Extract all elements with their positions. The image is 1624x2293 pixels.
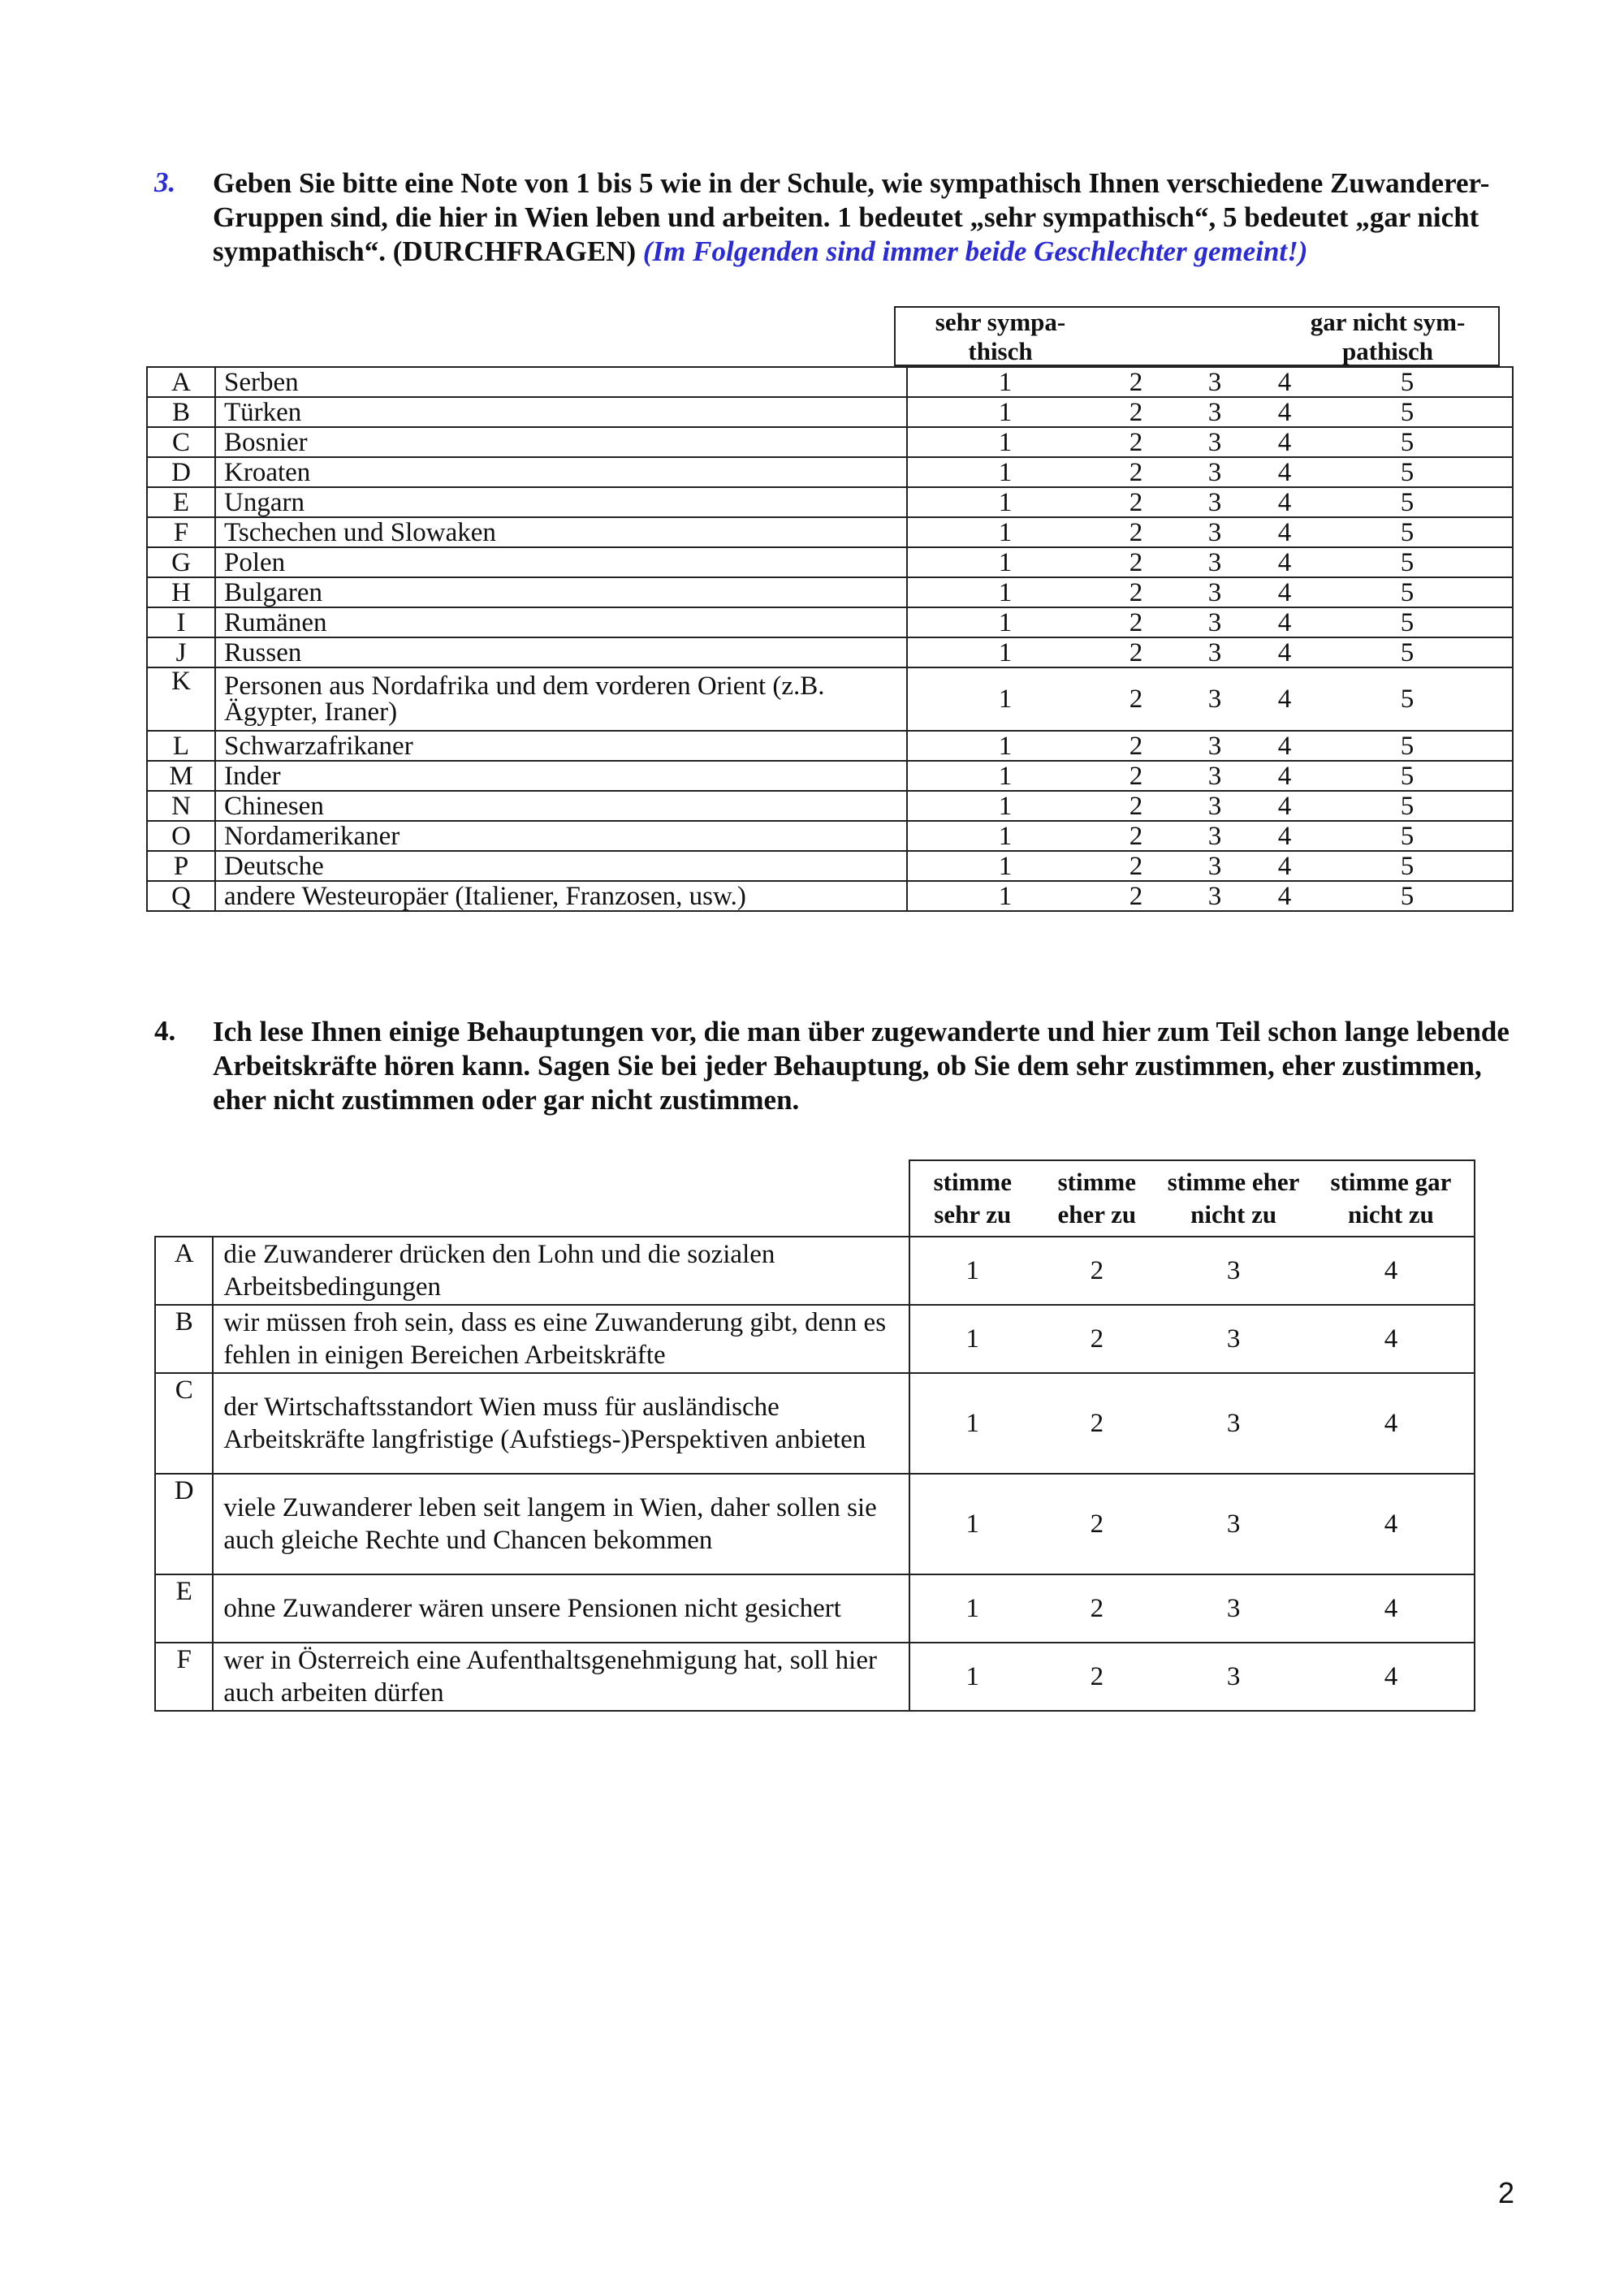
rating-option[interactable]: 2 xyxy=(1129,684,1143,714)
rating-options xyxy=(907,731,1513,761)
rating-option[interactable]: 1 xyxy=(998,761,1013,791)
rating-option[interactable]: 5 xyxy=(1400,761,1415,791)
row-label: Inder xyxy=(215,761,907,791)
rating-option[interactable]: 1 xyxy=(998,731,1013,761)
table-row xyxy=(155,1643,1475,1711)
rating-option[interactable]: 2 xyxy=(1129,517,1143,547)
rating-option[interactable]: 1 xyxy=(998,851,1013,881)
table-row xyxy=(147,607,1513,637)
rating-option[interactable]: 3 xyxy=(1207,821,1222,851)
blank-cell xyxy=(213,1160,909,1237)
row-letter: P xyxy=(147,851,215,881)
rating-option[interactable]: 2 xyxy=(1129,637,1143,667)
rating-option[interactable]: 2 xyxy=(1034,1305,1159,1373)
rating-option[interactable]: 3 xyxy=(1207,457,1222,487)
row-label: viele Zuwanderer leben seit langem in Wien, daher sollen sie auch gleiche Rechte und Chancen bekommen xyxy=(213,1474,909,1574)
rating-option[interactable]: 2 xyxy=(1034,1237,1159,1305)
row-letter: C xyxy=(147,427,215,457)
row-label: wir müssen froh sein, dass es eine Zuwanderung gibt, denn es fehlen in einigen Bereichen Arbeitskräfte xyxy=(213,1305,909,1373)
rating-option[interactable]: 2 xyxy=(1129,577,1143,607)
rating-option[interactable]: 5 xyxy=(1400,367,1415,397)
rating-option[interactable]: 4 xyxy=(1277,547,1292,577)
rating-options xyxy=(907,667,1513,731)
row-label: Personen aus Nordafrika und dem vorderen Orient (z.B. Ägypter, Iraner) xyxy=(215,667,907,731)
rating-option[interactable]: 3 xyxy=(1159,1643,1308,1711)
row-letter: L xyxy=(147,731,215,761)
header-not-sympathetic: gar nicht sym- pathisch xyxy=(1310,308,1466,365)
rating-option[interactable]: 1 xyxy=(998,607,1013,637)
table-row xyxy=(155,1237,1475,1305)
row-letter: I xyxy=(147,607,215,637)
header-very-sympathetic: sehr sympa- thisch xyxy=(935,308,1066,365)
rating-option[interactable]: 3 xyxy=(1207,397,1222,427)
table-row xyxy=(147,667,1513,731)
rating-option[interactable]: 5 xyxy=(1400,607,1415,637)
row-label: Bulgaren xyxy=(215,577,907,607)
rating-option[interactable]: 4 xyxy=(1277,427,1292,457)
row-label: der Wirtschaftsstandort Wien muss für ausländische Arbeitskräfte langfristige (Aufstiegs-)Perspektiven anbieten xyxy=(213,1373,909,1474)
row-label: Türken xyxy=(215,397,907,427)
rating-option[interactable]: 4 xyxy=(1277,791,1292,821)
row-label: die Zuwanderer drücken den Lohn und die sozialen Arbeitsbedingungen xyxy=(213,1237,909,1305)
rating-option[interactable]: 4 xyxy=(1277,577,1292,607)
rating-option[interactable]: 5 xyxy=(1400,731,1415,761)
rating-option[interactable]: 1 xyxy=(998,791,1013,821)
table-row xyxy=(155,1574,1475,1643)
table-row xyxy=(147,791,1513,821)
rating-option[interactable]: 2 xyxy=(1129,427,1143,457)
rating-options xyxy=(907,791,1513,821)
rating-option[interactable]: 4 xyxy=(1277,517,1292,547)
row-letter: B xyxy=(147,397,215,427)
row-label: ohne Zuwanderer wären unsere Pensionen nicht gesichert xyxy=(213,1574,909,1643)
row-letter: G xyxy=(147,547,215,577)
rating-option[interactable]: 4 xyxy=(1308,1643,1475,1711)
question-4-text: Ich lese Ihnen einige Behauptungen vor, die man über zugewanderte und hier zum Teil schon lange lebende Arbeitskräfte hören kann. Sagen Sie bei jeder Behauptung, ob Sie dem sehr zustimmen, eher zustimmen, eher nicht zustimmen oder gar nicht zustimmen. xyxy=(213,1016,1510,1116)
rating-option[interactable]: 4 xyxy=(1277,487,1292,517)
rating-option[interactable]: 4 xyxy=(1308,1373,1475,1474)
question-4 xyxy=(154,1015,1527,1121)
rating-option[interactable]: 2 xyxy=(1034,1373,1159,1474)
row-letter: B xyxy=(155,1305,213,1373)
row-label: andere Westeuropäer (Italiener, Franzosen, usw.) xyxy=(215,881,907,911)
rating-option[interactable]: 5 xyxy=(1400,577,1415,607)
rating-option[interactable]: 5 xyxy=(1400,487,1415,517)
row-letter: O xyxy=(147,821,215,851)
rating-option[interactable]: 1 xyxy=(998,367,1013,397)
rating-option[interactable]: 2 xyxy=(1129,761,1143,791)
row-letter: D xyxy=(155,1474,213,1574)
rating-option[interactable]: 4 xyxy=(1277,457,1292,487)
rating-option[interactable]: 5 xyxy=(1400,547,1415,577)
row-label: Rumänen xyxy=(215,607,907,637)
rating-option[interactable]: 3 xyxy=(1207,547,1222,577)
sympathy-scale-header xyxy=(894,306,1500,366)
rating-option[interactable]: 1 xyxy=(998,821,1013,851)
rating-option[interactable]: 4 xyxy=(1308,1574,1475,1643)
row-letter: K xyxy=(147,667,215,731)
rating-option[interactable]: 1 xyxy=(998,881,1013,911)
table-row xyxy=(147,637,1513,667)
rating-option[interactable]: 1 xyxy=(909,1373,1034,1474)
table-row xyxy=(147,881,1513,911)
rating-option[interactable]: 3 xyxy=(1207,607,1222,637)
row-letter: H xyxy=(147,577,215,607)
rating-option[interactable]: 1 xyxy=(998,637,1013,667)
column-header: stimme sehr zu xyxy=(909,1160,1034,1237)
row-letter: J xyxy=(147,637,215,667)
rating-options xyxy=(907,367,1513,397)
rating-option[interactable]: 4 xyxy=(1277,637,1292,667)
rating-option[interactable]: 2 xyxy=(1034,1643,1159,1711)
table-row xyxy=(155,1373,1475,1474)
rating-option[interactable]: 2 xyxy=(1129,547,1143,577)
sympathy-table xyxy=(146,366,1514,912)
row-label: Nordamerikaner xyxy=(215,821,907,851)
rating-option[interactable]: 1 xyxy=(909,1474,1034,1574)
rating-option[interactable]: 4 xyxy=(1308,1237,1475,1305)
table-row xyxy=(147,821,1513,851)
row-letter: C xyxy=(155,1373,213,1474)
row-label: wer in Österreich eine Aufenthaltsgenehmigung hat, soll hier auch arbeiten dürfen xyxy=(213,1643,909,1711)
row-letter: A xyxy=(155,1237,213,1305)
rating-option[interactable]: 1 xyxy=(998,487,1013,517)
rating-option[interactable]: 5 xyxy=(1400,881,1415,911)
rating-option[interactable]: 1 xyxy=(909,1643,1034,1711)
row-letter: D xyxy=(147,457,215,487)
rating-option[interactable]: 2 xyxy=(1129,457,1143,487)
rating-option[interactable]: 1 xyxy=(998,684,1013,714)
rating-option[interactable]: 3 xyxy=(1207,851,1222,881)
table-row xyxy=(147,457,1513,487)
rating-options xyxy=(907,517,1513,547)
rating-option[interactable]: 2 xyxy=(1129,607,1143,637)
rating-option[interactable]: 3 xyxy=(1207,791,1222,821)
rating-option[interactable]: 4 xyxy=(1277,684,1292,714)
question-3-number: 3. xyxy=(154,166,176,198)
column-header: stimme gar nicht zu xyxy=(1308,1160,1475,1237)
rating-options xyxy=(907,821,1513,851)
rating-option[interactable]: 3 xyxy=(1159,1305,1308,1373)
rating-option[interactable]: 5 xyxy=(1400,684,1415,714)
rating-options xyxy=(907,851,1513,881)
rating-option[interactable]: 5 xyxy=(1400,397,1415,427)
rating-option[interactable]: 4 xyxy=(1308,1305,1475,1373)
rating-option[interactable]: 2 xyxy=(1129,821,1143,851)
row-label: Chinesen xyxy=(215,791,907,821)
table-row xyxy=(147,547,1513,577)
table-row xyxy=(147,397,1513,427)
rating-option[interactable]: 3 xyxy=(1159,1474,1308,1574)
rating-option[interactable]: 3 xyxy=(1207,761,1222,791)
table-row xyxy=(155,1474,1475,1574)
table-row xyxy=(147,731,1513,761)
column-header: stimme eher nicht zu xyxy=(1159,1160,1308,1237)
table-row xyxy=(155,1305,1475,1373)
rating-option[interactable]: 3 xyxy=(1207,731,1222,761)
column-header: stimme eher zu xyxy=(1034,1160,1159,1237)
question-4-number: 4. xyxy=(154,1015,176,1047)
row-letter: E xyxy=(147,487,215,517)
rating-option[interactable]: 1 xyxy=(998,397,1013,427)
row-label: Serben xyxy=(215,367,907,397)
rating-option[interactable]: 1 xyxy=(998,457,1013,487)
rating-option[interactable]: 2 xyxy=(1129,367,1143,397)
rating-option[interactable]: 2 xyxy=(1129,881,1143,911)
rating-options xyxy=(907,427,1513,457)
row-label: Russen xyxy=(215,637,907,667)
rating-option[interactable]: 4 xyxy=(1308,1474,1475,1574)
rating-option[interactable]: 3 xyxy=(1207,577,1222,607)
row-label: Deutsche xyxy=(215,851,907,881)
rating-option[interactable]: 3 xyxy=(1159,1574,1308,1643)
rating-option[interactable]: 3 xyxy=(1159,1237,1308,1305)
agreement-table xyxy=(154,1159,1475,1712)
rating-option[interactable]: 2 xyxy=(1034,1574,1159,1643)
rating-option[interactable]: 3 xyxy=(1207,684,1222,714)
rating-option[interactable]: 1 xyxy=(909,1237,1034,1305)
rating-option[interactable]: 2 xyxy=(1129,791,1143,821)
row-letter: E xyxy=(155,1574,213,1643)
rating-options xyxy=(907,397,1513,427)
rating-option[interactable]: 4 xyxy=(1277,731,1292,761)
rating-option[interactable]: 4 xyxy=(1277,761,1292,791)
rating-option[interactable]: 4 xyxy=(1277,397,1292,427)
rating-option[interactable]: 3 xyxy=(1159,1373,1308,1474)
table-row xyxy=(147,517,1513,547)
row-label: Polen xyxy=(215,547,907,577)
rating-options xyxy=(907,881,1513,911)
rating-option[interactable]: 3 xyxy=(1207,487,1222,517)
rating-option[interactable]: 4 xyxy=(1277,607,1292,637)
rating-option[interactable]: 2 xyxy=(1129,397,1143,427)
rating-option[interactable]: 4 xyxy=(1277,367,1292,397)
rating-options xyxy=(907,547,1513,577)
row-label: Ungarn xyxy=(215,487,907,517)
page-number: 2 xyxy=(1498,2176,1515,2209)
rating-option[interactable]: 2 xyxy=(1129,487,1143,517)
rating-option[interactable]: 2 xyxy=(1129,851,1143,881)
rating-option[interactable]: 1 xyxy=(909,1574,1034,1643)
table-row xyxy=(147,487,1513,517)
row-letter: F xyxy=(147,517,215,547)
question-3 xyxy=(154,166,1527,272)
row-letter: F xyxy=(155,1643,213,1711)
row-label: Schwarzafrikaner xyxy=(215,731,907,761)
row-label: Bosnier xyxy=(215,427,907,457)
rating-option[interactable]: 5 xyxy=(1400,791,1415,821)
rating-option[interactable]: 4 xyxy=(1277,881,1292,911)
row-label: Kroaten xyxy=(215,457,907,487)
rating-option[interactable]: 1 xyxy=(998,517,1013,547)
table-row xyxy=(147,367,1513,397)
rating-option[interactable]: 1 xyxy=(998,547,1013,577)
rating-options xyxy=(907,607,1513,637)
rating-option[interactable]: 1 xyxy=(998,427,1013,457)
row-letter: M xyxy=(147,761,215,791)
rating-option[interactable]: 5 xyxy=(1400,851,1415,881)
rating-option[interactable]: 1 xyxy=(909,1305,1034,1373)
rating-option[interactable]: 5 xyxy=(1400,457,1415,487)
rating-option[interactable]: 3 xyxy=(1207,637,1222,667)
rating-option[interactable]: 3 xyxy=(1207,517,1222,547)
rating-option[interactable]: 5 xyxy=(1400,821,1415,851)
rating-options xyxy=(907,457,1513,487)
row-label: Tschechen und Slowaken xyxy=(215,517,907,547)
rating-option[interactable]: 3 xyxy=(1207,881,1222,911)
rating-option[interactable]: 5 xyxy=(1400,637,1415,667)
rating-option[interactable]: 2 xyxy=(1129,731,1143,761)
question-3-text xyxy=(213,166,1528,269)
question-3-body: Geben Sie bitte eine Note von 1 bis 5 wie in der Schule, wie sympathisch Ihnen verschiedene Zuwanderer-Gruppen sind, die hier in Wien leben und arbeiten. 1 bedeutet „sehr sympathisch“, 5 bedeutet „gar nicht sympathisch“. (DURCHFRAGEN) xyxy=(213,167,1490,267)
rating-option[interactable]: 5 xyxy=(1400,517,1415,547)
rating-option[interactable]: 3 xyxy=(1207,367,1222,397)
rating-option[interactable]: 2 xyxy=(1034,1474,1159,1574)
question-3-note: (Im Folgenden sind immer beide Geschlechter gemeint!) xyxy=(642,235,1308,267)
row-letter: Q xyxy=(147,881,215,911)
blank-cell xyxy=(155,1160,213,1237)
rating-options xyxy=(907,487,1513,517)
header-row xyxy=(155,1160,1475,1237)
rating-options xyxy=(907,637,1513,667)
table-row xyxy=(147,761,1513,791)
rating-option[interactable]: 4 xyxy=(1277,851,1292,881)
rating-option[interactable]: 3 xyxy=(1207,427,1222,457)
table-row xyxy=(147,577,1513,607)
rating-option[interactable]: 5 xyxy=(1400,427,1415,457)
rating-options xyxy=(907,761,1513,791)
table-row xyxy=(147,851,1513,881)
rating-option[interactable]: 1 xyxy=(998,577,1013,607)
row-letter: A xyxy=(147,367,215,397)
row-letter: N xyxy=(147,791,215,821)
rating-options xyxy=(907,577,1513,607)
table-row xyxy=(147,427,1513,457)
rating-option[interactable]: 4 xyxy=(1277,821,1292,851)
